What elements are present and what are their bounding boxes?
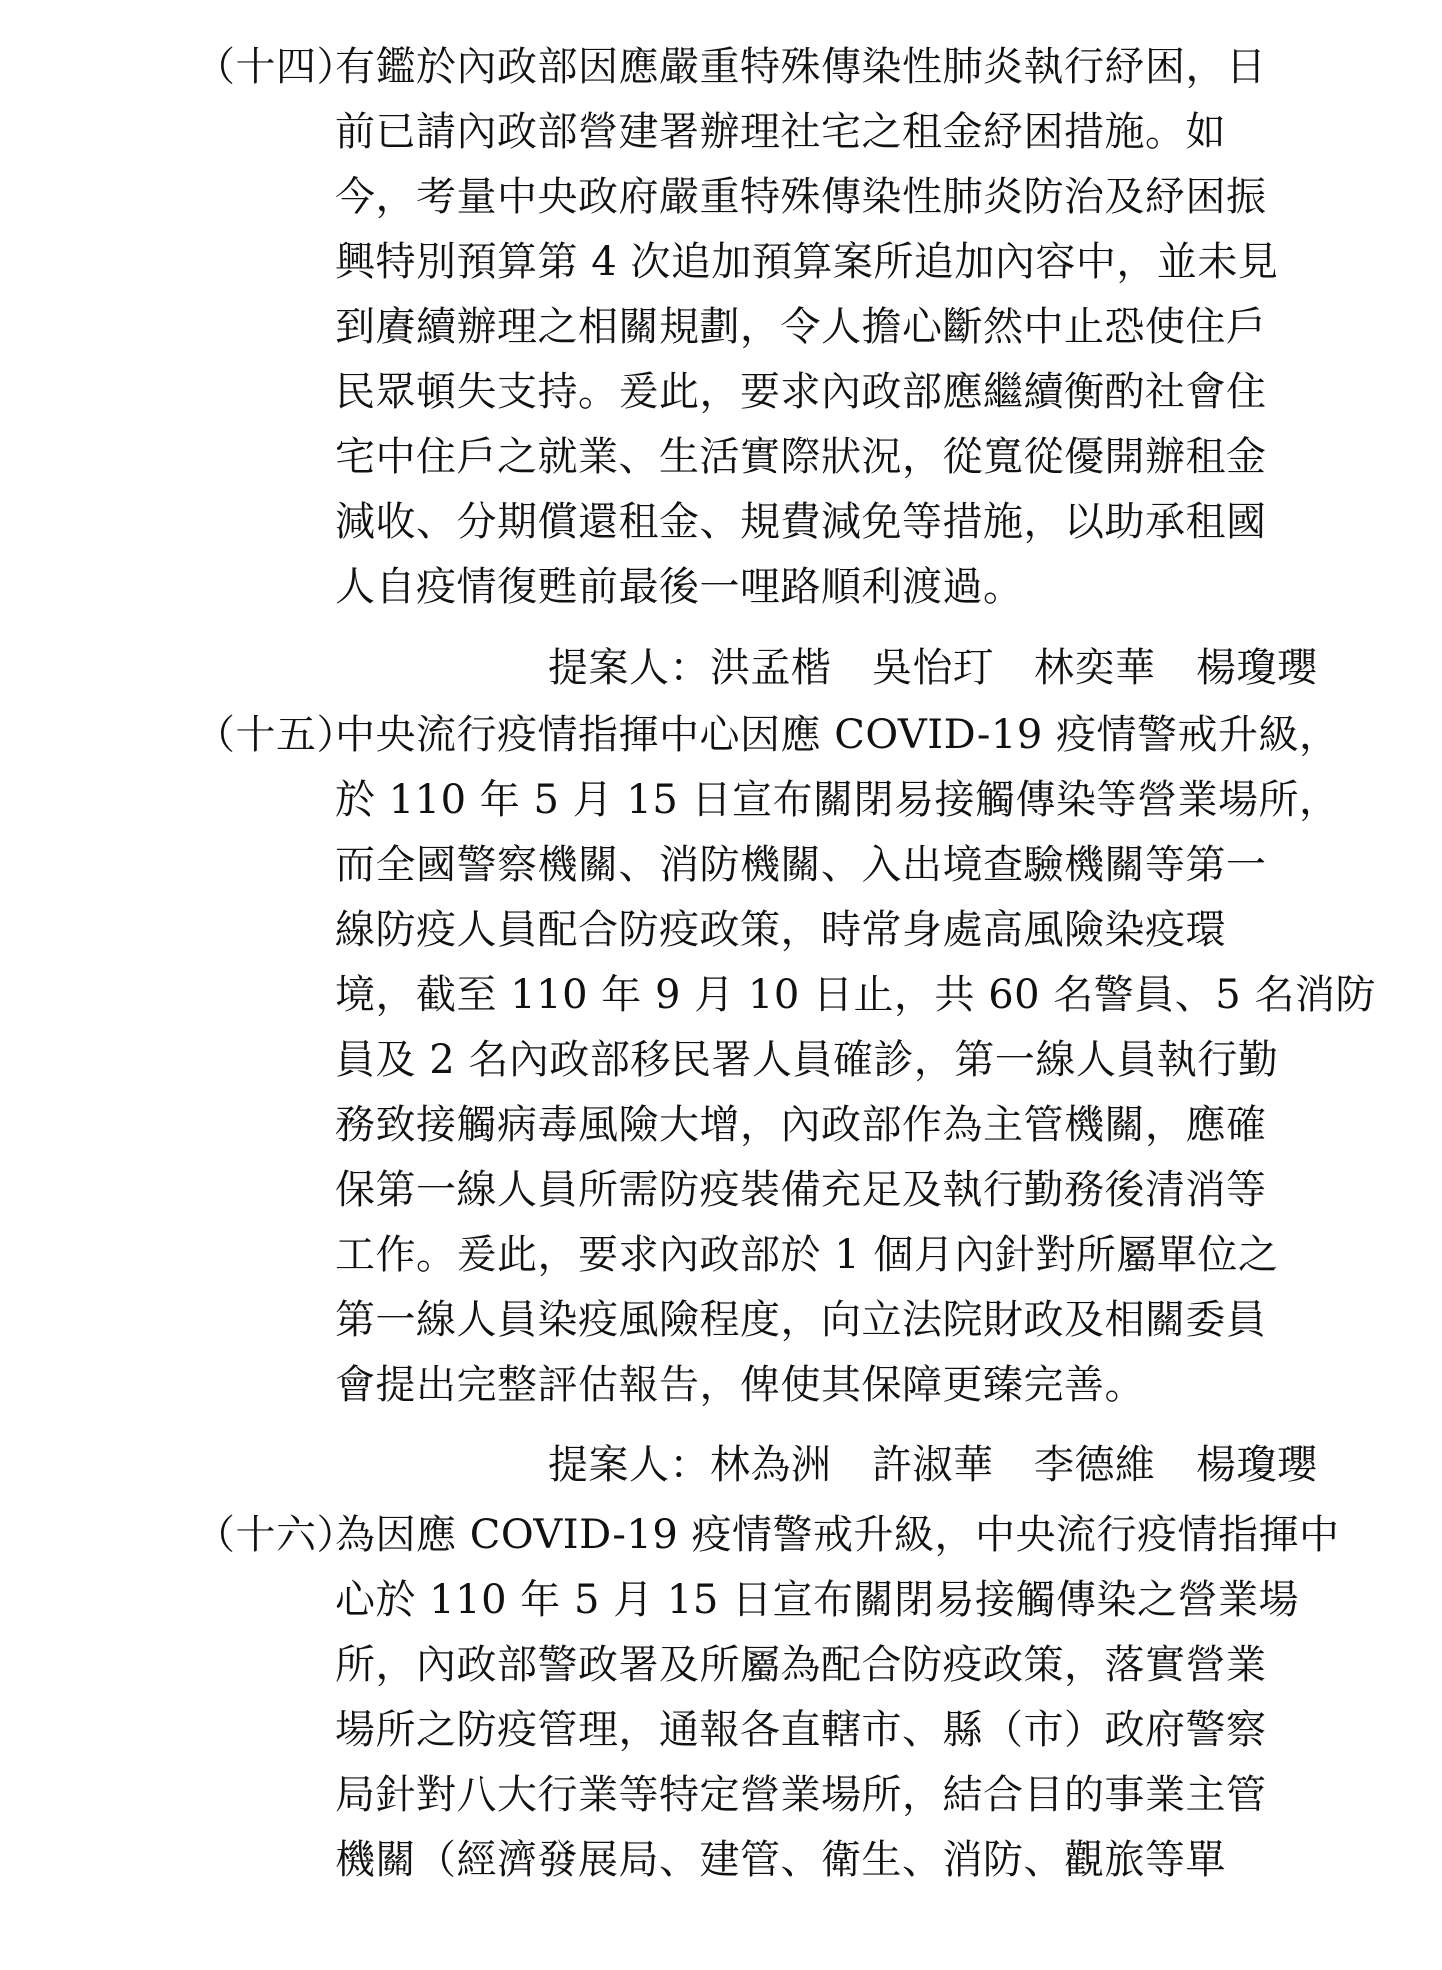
proposers-line: 提案人：林為洲 許淑華 李德維 楊瓊瓔: [548, 1442, 1318, 1488]
proposers-line: 提案人：洪孟楷 吳怡玎 林奕華 楊瓊瓔: [548, 645, 1318, 691]
item-number: （十六）: [195, 1512, 357, 1558]
paragraph-line: 到賡續辦理之相關規劃，令人擔心斷然中止恐使住戶: [335, 304, 1267, 350]
paragraph-line: 中央流行疫情指揮中心因應 COVID-19 疫情警戒升級，: [335, 712, 1340, 758]
paragraph-line: 機關（經濟發展局、建管、衛生、消防、觀旅等單: [335, 1837, 1226, 1883]
paragraph-line: 宅中住戶之就業、生活實際狀況，從寬從優開辦租金: [335, 434, 1267, 480]
paragraph-line: 今，考量中央政府嚴重特殊傳染性肺炎防治及紓困振: [335, 174, 1267, 220]
paragraph-line: 局針對八大行業等特定營業場所，結合目的事業主管: [335, 1772, 1267, 1818]
paragraph-line: 保第一線人員所需防疫裝備充足及執行勤務後清消等: [335, 1167, 1267, 1213]
paragraph-line: 人自疫情復甦前最後一哩路順利渡過。: [335, 564, 1024, 610]
paragraph-line: 民眾頓失支持。爰此，要求內政部應繼續衡酌社會住: [335, 369, 1267, 415]
paragraph-line: 減收、分期償還租金、規費減免等措施，以助承租國: [335, 499, 1267, 545]
item-number: （十五）: [195, 712, 357, 758]
item-number: （十四）: [195, 44, 357, 90]
paragraph-line: 場所之防疫管理，通報各直轄市、縣（市）政府警察: [335, 1707, 1267, 1753]
paragraph-line: 所，內政部警政署及所屬為配合防疫政策，落實營業: [335, 1642, 1267, 1688]
paragraph-line: 工作。爰此，要求內政部於 1 個月內針對所屬單位之: [335, 1232, 1279, 1278]
paragraph-line: 會提出完整評估報告，俾使其保障更臻完善。: [335, 1362, 1145, 1408]
paragraph-line: 為因應 COVID-19 疫情警戒升級，中央流行疫情指揮中: [335, 1512, 1340, 1558]
paragraph-line: 務致接觸病毒風險大增，內政部作為主管機關，應確: [335, 1102, 1267, 1148]
paragraph-line: 前已請內政部營建署辦理社宅之租金紓困措施。如: [335, 109, 1226, 155]
paragraph-line: 而全國警察機關、消防機關、入出境查驗機關等第一: [335, 842, 1267, 888]
paragraph-line: 心於 110 年 5 月 15 日宣布關閉易接觸傳染之營業場: [335, 1577, 1299, 1623]
paragraph-line: 於 110 年 5 月 15 日宣布關閉易接觸傳染等營業場所，: [335, 777, 1340, 823]
paragraph-line: 第一線人員染疫風險程度，向立法院財政及相關委員: [335, 1297, 1267, 1343]
paragraph-line: 員及 2 名內政部移民署人員確診，第一線人員執行勤: [335, 1037, 1279, 1083]
paragraph-line: 有鑑於內政部因應嚴重特殊傳染性肺炎執行紓困，日: [335, 44, 1267, 90]
paragraph-line: 興特別預算第 4 次追加預算案所追加內容中，並未見: [335, 239, 1279, 285]
paragraph-line: 線防疫人員配合防疫政策，時常身處高風險染疫環: [335, 907, 1226, 953]
paragraph-line: 境，截至 110 年 9 月 10 日止，共 60 名警員、5 名消防: [335, 972, 1376, 1018]
